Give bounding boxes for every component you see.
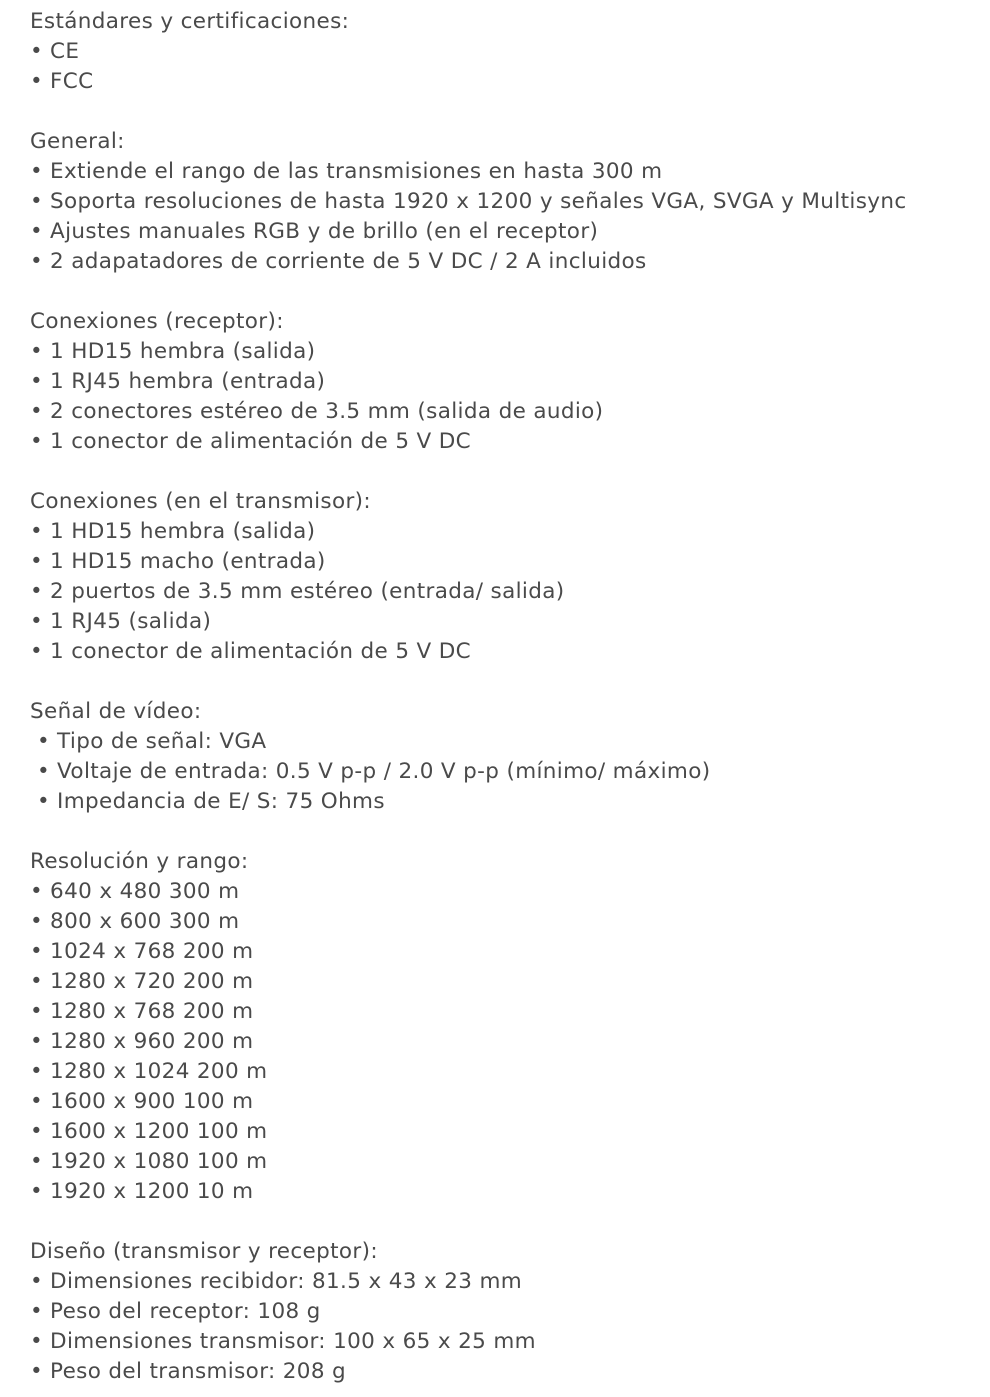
list-item [30, 757, 985, 787]
section-resolution-range [30, 847, 985, 1207]
bullet-icon: • [30, 519, 44, 544]
bullet-icon: • [37, 759, 51, 784]
list-item-text: Extiende el rango de las transmisiones en hasta 300 m [50, 159, 663, 184]
bullet-icon: • [30, 879, 44, 904]
list-item [30, 67, 985, 97]
list-item-text: 640 x 480 300 m [50, 879, 240, 904]
list-item-text: 1024 x 768 200 m [50, 939, 254, 964]
bullet-icon: • [30, 39, 44, 64]
list-item-text: Soporta resoluciones de hasta 1920 x 1200 y señales VGA, SVGA y Multisync [50, 189, 907, 214]
list-item [30, 247, 985, 277]
bullet-icon: • [30, 909, 44, 934]
list-item [30, 727, 985, 757]
list-item-text: Peso del transmisor: 208 g [50, 1359, 347, 1384]
list-item [30, 1357, 985, 1387]
list-item [30, 577, 985, 607]
bullet-icon: • [30, 1299, 44, 1324]
section-standards [30, 7, 985, 97]
section-video-signal [30, 697, 985, 817]
list-item-text: Dimensiones recibidor: 81.5 x 43 x 23 mm [50, 1269, 523, 1294]
list-item [30, 1087, 985, 1117]
list-item-text: Voltaje de entrada: 0.5 V p-p / 2.0 V p-p (mínimo/ máximo) [57, 759, 711, 784]
list-item [30, 787, 985, 817]
list-item [30, 517, 985, 547]
list-item-text: 1600 x 900 100 m [50, 1089, 254, 1114]
list-item [30, 907, 985, 937]
list-item-text: Ajustes manuales RGB y de brillo (en el receptor) [50, 219, 599, 244]
list-item [30, 997, 985, 1027]
section-heading: Conexiones (en el transmisor): [30, 489, 372, 514]
bullet-icon: • [30, 429, 44, 454]
list-item-text: Peso del receptor: 108 g [50, 1299, 321, 1324]
list-item [30, 1297, 985, 1327]
list-item-text: 1 conector de alimentación de 5 V DC [50, 429, 472, 454]
list-item [30, 157, 985, 187]
list-item [30, 1267, 985, 1297]
list-item-text: 1920 x 1080 100 m [50, 1149, 268, 1174]
list-item-text: 1280 x 1024 200 m [50, 1059, 268, 1084]
bullet-icon: • [30, 249, 44, 274]
list-item-text: 1280 x 960 200 m [50, 1029, 254, 1054]
section-heading: Resolución y rango: [30, 849, 249, 874]
list-item [30, 427, 985, 457]
list-item-text: 1280 x 768 200 m [50, 999, 254, 1024]
bullet-icon: • [30, 159, 44, 184]
list-item [30, 217, 985, 247]
list-item [30, 547, 985, 577]
bullet-icon: • [30, 1059, 44, 1084]
spec-document [30, 7, 985, 1387]
list-item-text: 1600 x 1200 100 m [50, 1119, 268, 1144]
section-connections-receiver [30, 307, 985, 457]
list-item-text: 1 RJ45 hembra (entrada) [50, 369, 326, 394]
list-item [30, 1117, 985, 1147]
list-item-text: 2 adapatadores de corriente de 5 V DC / 2 A incluidos [50, 249, 647, 274]
bullet-icon: • [30, 1359, 44, 1384]
bullet-icon: • [30, 1179, 44, 1204]
list-item [30, 37, 985, 67]
list-item [30, 607, 985, 637]
list-item [30, 187, 985, 217]
bullet-icon: • [30, 219, 44, 244]
section-heading: Estándares y certificaciones: [30, 9, 350, 34]
list-item [30, 337, 985, 367]
bullet-icon: • [37, 789, 51, 814]
list-item [30, 637, 985, 667]
section-heading: Conexiones (receptor): [30, 309, 284, 334]
list-item [30, 1057, 985, 1087]
list-item-text: 800 x 600 300 m [50, 909, 240, 934]
list-item [30, 877, 985, 907]
section-heading: Señal de vídeo: [30, 699, 202, 724]
bullet-icon: • [30, 339, 44, 364]
section-heading: General: [30, 129, 125, 154]
bullet-icon: • [30, 999, 44, 1024]
list-item [30, 1147, 985, 1177]
list-item-text: 1 conector de alimentación de 5 V DC [50, 639, 472, 664]
bullet-icon: • [30, 369, 44, 394]
list-item [30, 967, 985, 997]
bullet-icon: • [30, 399, 44, 424]
list-item [30, 367, 985, 397]
bullet-icon: • [30, 1029, 44, 1054]
list-item-text: 2 puertos de 3.5 mm estéreo (entrada/ salida) [50, 579, 565, 604]
list-item [30, 1027, 985, 1057]
section-heading: Diseño (transmisor y receptor): [30, 1239, 378, 1264]
section-design [30, 1237, 985, 1387]
bullet-icon: • [30, 1089, 44, 1114]
list-item-text: Dimensiones transmisor: 100 x 65 x 25 mm [50, 1329, 536, 1354]
bullet-icon: • [30, 189, 44, 214]
list-item [30, 1327, 985, 1357]
bullet-icon: • [30, 1269, 44, 1294]
section-connections-transmitter [30, 487, 985, 667]
list-item-text: 1280 x 720 200 m [50, 969, 254, 994]
bullet-icon: • [30, 579, 44, 604]
bullet-icon: • [30, 69, 44, 94]
bullet-icon: • [30, 1149, 44, 1174]
bullet-icon: • [37, 729, 51, 754]
list-item-text: 1 HD15 macho (entrada) [50, 549, 326, 574]
list-item-text: 1 RJ45 (salida) [50, 609, 212, 634]
list-item-text: 1 HD15 hembra (salida) [50, 339, 316, 364]
list-item-text: Tipo de señal: VGA [57, 729, 267, 754]
bullet-icon: • [30, 549, 44, 574]
list-item [30, 1177, 985, 1207]
bullet-icon: • [30, 639, 44, 664]
list-item-text: Impedancia de E/ S: 75 Ohms [57, 789, 385, 814]
bullet-icon: • [30, 969, 44, 994]
list-item-text: CE [50, 39, 80, 64]
section-general [30, 127, 985, 277]
bullet-icon: • [30, 1329, 44, 1354]
bullet-icon: • [30, 939, 44, 964]
list-item-text: FCC [50, 69, 94, 94]
bullet-icon: • [30, 609, 44, 634]
list-item [30, 397, 985, 427]
list-item-text: 1 HD15 hembra (salida) [50, 519, 316, 544]
list-item-text: 1920 x 1200 10 m [50, 1179, 254, 1204]
list-item-text: 2 conectores estéreo de 3.5 mm (salida de audio) [50, 399, 604, 424]
bullet-icon: • [30, 1119, 44, 1144]
list-item [30, 937, 985, 967]
